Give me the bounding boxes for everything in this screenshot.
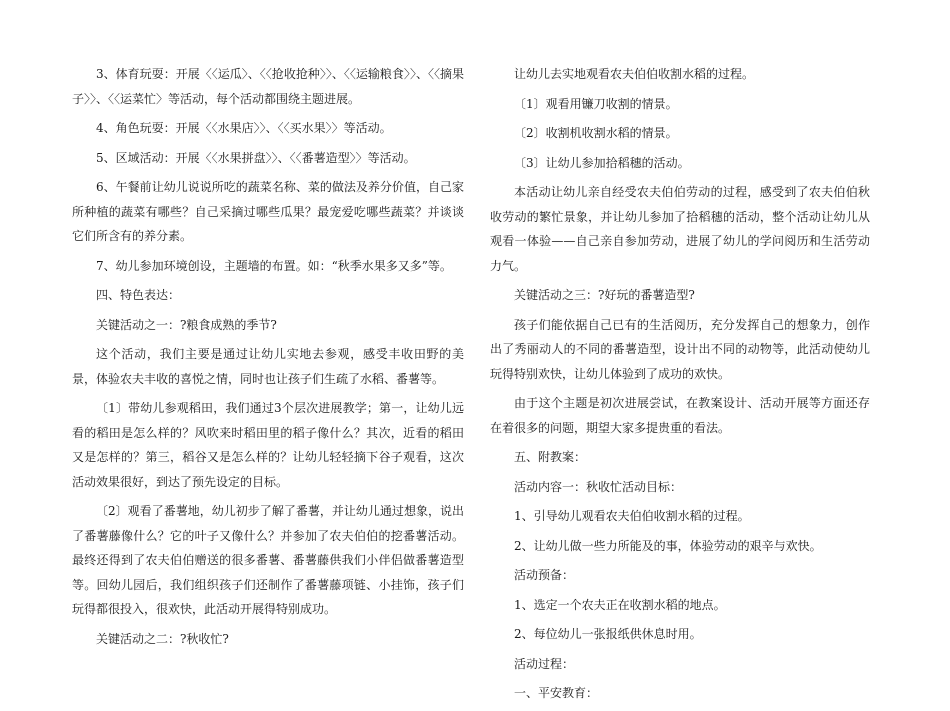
subheading-process: 活动过程：	[514, 656, 575, 671]
subheading-safety-education: 一、平安教育：	[514, 686, 599, 700]
list-item-prep-1: 1、选定一个农夫正在收割水稻的地点。	[514, 597, 726, 612]
paragraph-activity-1-intro: 这个活动，我们主要是通过让幼儿实地去参观，感受丰收田野的美景，体验农夫丰收的喜悦之情，同时也让孩子们生疏了水稻、番薯等。	[72, 347, 464, 386]
subheading-key-activity-2: 关键活动之二：?秋收忙?	[96, 631, 229, 646]
paragraph-lesson-content: 活动内容一：秋收忙活动目标：	[514, 479, 683, 494]
paragraph-closing-note: 由于这个主题是初次进展尝试，在教案设计、活动开展等方面还存在着很多的问题，期望大家多提贵重的看法。	[490, 396, 870, 435]
paragraph-environment: 7、幼儿参加环境创设，主题墙的布置。如：“秋季水果多又多”等。	[96, 258, 452, 273]
list-item-goal-2: 2、让幼儿做一些力所能及的事，体验劳动的艰辛与欢快。	[514, 538, 822, 553]
paragraph-activity-3-summary: 孩子们能依据自己已有的生活阅历，充分发挥自己的想象力，创作出了秀丽动人的不同的番薯造型，设计出不同的动物等，此活动使幼儿玩得特别欢快，让幼儿体验到了成功的欢快。	[490, 317, 870, 381]
list-item-harvester: 〔2〕收割机收割水稻的情景。	[514, 126, 678, 140]
section-heading-features: 四、特色表达：	[96, 288, 181, 302]
left-column	[72, 62, 464, 656]
right-column	[490, 62, 870, 711]
paragraph-lunch-talk: 6、午餐前让幼儿说说所吃的蔬菜名称、菜的做法及养分价值，自己家所种植的蔬菜有哪些？自己采摘过哪些瓜果？最宠爱吃哪些蔬菜？并谈谈它们所含有的养分素。	[72, 180, 464, 243]
list-item-goal-1: 1、引导幼儿观看农夫伯伯收割水稻的过程。	[514, 509, 750, 523]
section-heading-appendix: 五、附教案：	[514, 450, 587, 464]
paragraph-pe-games: 3、体育玩耍：开展〈〈运瓜〉、〈〈抢收抢种〉〉、〈〈运输粮食〉〉、〈〈摘果子〉〉、〈〈运菜忙〉等活动，每个活动都围绕主题进展。	[72, 67, 464, 106]
list-item-prep-2: 2、每位幼儿一张报纸供休息时用。	[514, 627, 702, 641]
paragraph-rice-field-visit: 〔1〕带幼儿参观稻田，我们通过3个层次进展教学；第一，让幼儿远看的稻田是怎么样的？风吹来时稻田里的稻子像什么？其次，近看的稻田又是怎样的？第三，稻谷又是怎么样的？让幼儿轻轻摘下谷子观看，这次活动效果很好，到达了预先设定的目标。	[72, 401, 464, 489]
subheading-preparation: 活动预备：	[514, 568, 575, 582]
paragraph-role-play: 4、角色玩耍：开展〈〈水果店〉〉、〈〈买水果〉〉等活动。	[96, 121, 392, 135]
subheading-key-activity-3: 关键活动之三：?好玩的番薯造型?	[514, 288, 695, 302]
paragraph-area-activity: 5、区域活动：开展〈〈水果拼盘〉〉、〈〈番薯造型〉〉等活动。	[96, 150, 416, 165]
subheading-key-activity-1: 关键活动之一：?粮食成熟的季节?	[96, 317, 277, 332]
paragraph-sweet-potato-field: 〔2〕观看了番薯地，幼儿初步了解了番薯，并让幼儿通过想象，说出了番薯藤像什么？它的叶子又像什么？并参加了农夫伯伯的挖番薯活动。最终还得到了农夫伯伯赠送的很多番薯、番薯藤供我们小伴侣做番薯造型等。回幼儿园后，我们组织孩子们还制作了番薯藤项链、小挂饰，孩子们玩得都很投入，很欢快，此活动开展得特别成功。	[72, 504, 464, 616]
paragraph-harvest-observe: 让幼儿去实地观看农夫伯伯收割水稻的过程。	[514, 67, 755, 81]
list-item-gleaning: 〔3〕让幼儿参加拾稻穗的活动。	[514, 155, 690, 170]
paragraph-activity-2-summary: 本活动让幼儿亲自经受农夫伯伯劳动的过程，感受到了农夫伯伯秋收劳动的繁忙景象，并让幼儿参加了拾稻穗的活动，整个活动让幼儿从观看一体验——自己亲自参加劳动，进展了幼儿的学问阅历和生活劳动力气。	[490, 185, 870, 273]
list-item-sickle: 〔1〕观看用镰刀收割的情景。	[514, 96, 678, 111]
